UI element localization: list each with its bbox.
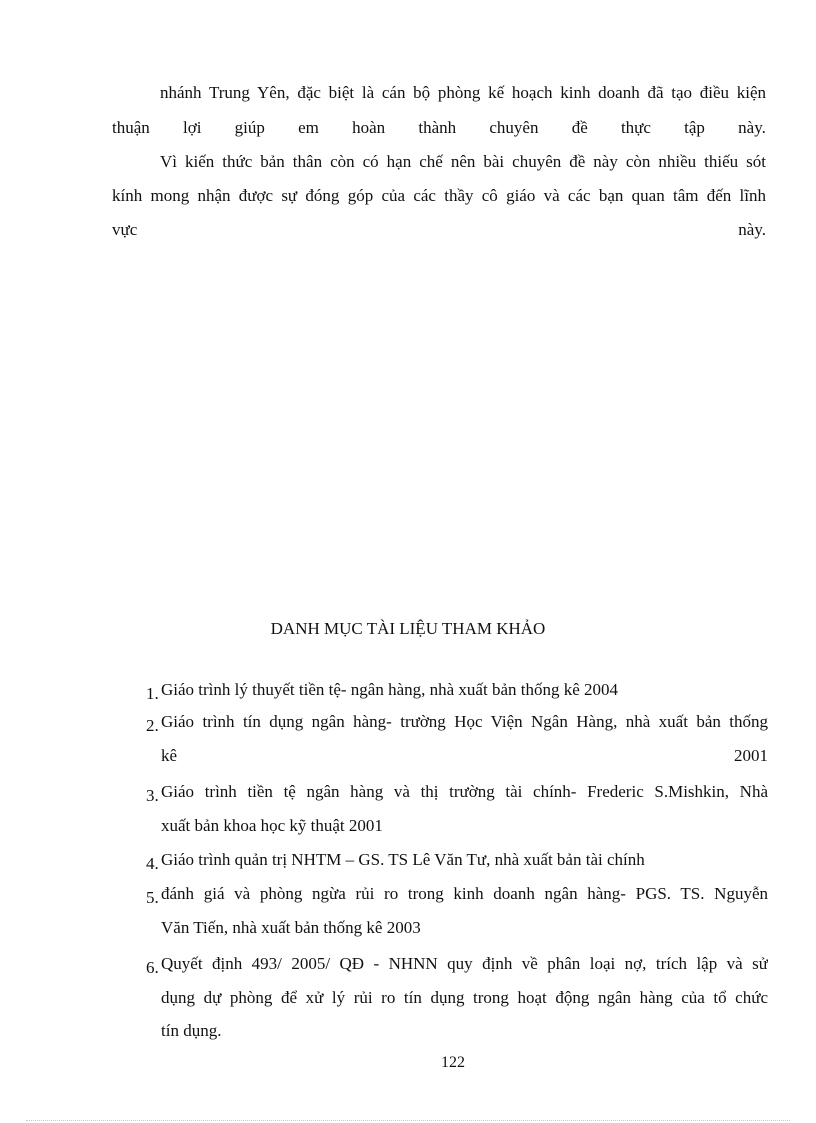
word: thực <box>620 118 651 137</box>
ref-number-2: 2. <box>146 716 159 735</box>
page-bottom-border <box>26 1120 790 1121</box>
word: tập <box>684 118 705 137</box>
body-line-5 <box>112 219 766 241</box>
word: kê <box>161 746 178 765</box>
ref-number-3: 3. <box>146 786 159 805</box>
ref-6-line-2: dụng dự phòng để xử lý rủi ro tín dụng trong hoạt động ngân hàng của tổ chức <box>161 988 768 1007</box>
body-line-1: nhánh Trung Yên, đặc biệt là cán bộ phòng kế hoạch kinh doanh đã tạo điều kiện <box>160 83 766 102</box>
ref-number-5: 5. <box>146 888 159 907</box>
word: thuận <box>112 118 150 137</box>
ref-1-line-1: Giáo trình lý thuyết tiền tệ- ngân hàng, nhà xuất bản thống kê 2004 <box>161 680 619 699</box>
ref-number-4: 4. <box>146 854 159 873</box>
body-line-2 <box>112 117 766 139</box>
ref-2-line-2 <box>161 745 768 767</box>
word: thành <box>418 118 457 137</box>
ref-5-line-1: đánh giá và phòng ngừa rủi ro trong kinh doanh ngân hàng- PGS. TS. Nguyễn <box>161 884 768 903</box>
word: em <box>298 118 319 137</box>
body-line-4: kính mong nhận được sự đóng góp của các thầy cô giáo và các bạn quan tâm đến lĩnh <box>112 186 766 205</box>
references-heading: DANH MỤC TÀI LIỆU THAM KHẢO <box>270 619 546 638</box>
word: giúp <box>234 118 265 137</box>
ref-2-line-1: Giáo trình tín dụng ngân hàng- trường Học Viện Ngân Hàng, nhà xuất bản thống <box>161 712 768 731</box>
word: đề <box>571 118 588 137</box>
word: chuyên <box>489 118 539 137</box>
page-number: 122 <box>441 1054 465 1071</box>
ref-4-line-1: Giáo trình quản trị NHTM – GS. TS Lê Văn Tư, nhà xuất bản tài chính <box>161 850 645 869</box>
ref-number-1: 1. <box>146 684 159 703</box>
body-line-3: Vì kiến thức bản thân còn có hạn chế nên bài chuyên đề này còn nhiều thiếu sót <box>160 152 766 171</box>
ref-6-line-3: tín dụng. <box>161 1021 222 1040</box>
word: lợi <box>183 118 202 137</box>
ref-6-line-1: Quyết định 493/ 2005/ QĐ - NHNN quy định về phân loại nợ, trích lập và sử <box>161 954 768 973</box>
word: vực <box>112 220 138 239</box>
ref-5-line-2: Văn Tiến, nhà xuất bản thống kê 2003 <box>161 918 421 937</box>
ref-3-line-2: xuất bản khoa học kỹ thuật 2001 <box>161 816 383 835</box>
word: này. <box>738 118 766 137</box>
word: này. <box>738 220 766 239</box>
word: hoàn <box>352 118 386 137</box>
ref-number-6: 6. <box>146 958 159 977</box>
ref-3-line-1: Giáo trình tiền tệ ngân hàng và thị trường tài chính- Frederic S.Mishkin, Nhà <box>161 782 768 801</box>
word: 2001 <box>734 746 768 765</box>
